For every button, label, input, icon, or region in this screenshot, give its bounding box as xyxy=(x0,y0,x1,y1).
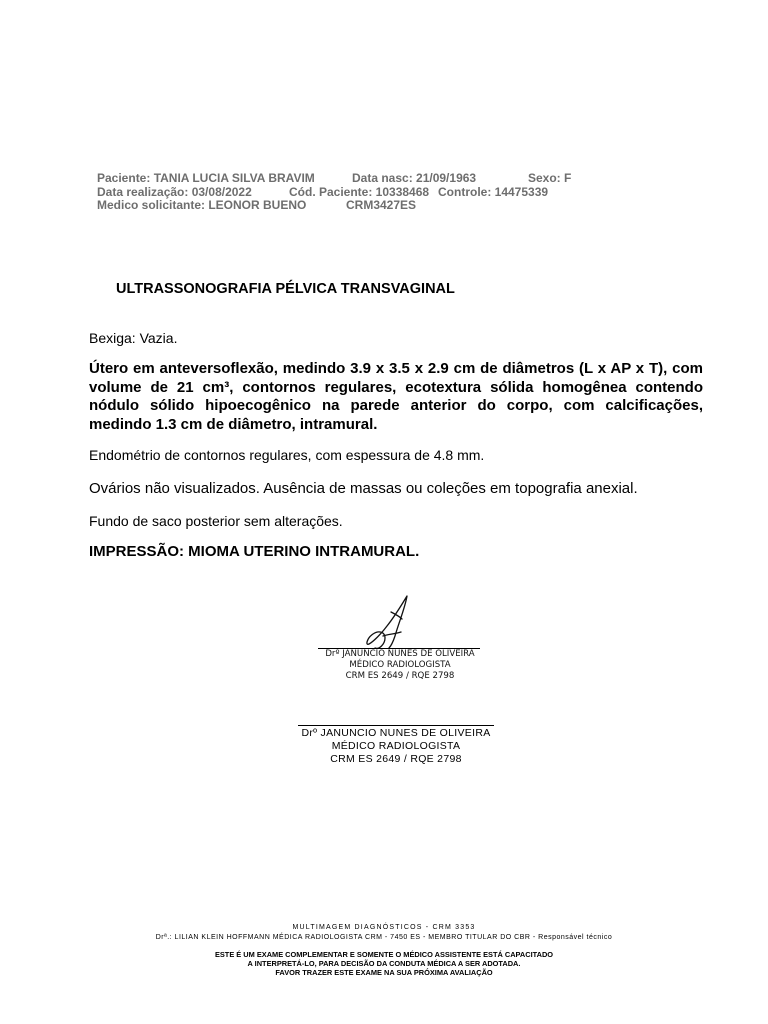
signature-doctor-crm: CRM ES 2649 / RQE 2798 xyxy=(330,753,462,765)
signature-doctor-role: MÉDICO RADIOLOGISTA xyxy=(331,740,461,752)
footer-clinic: MULTIMAGEM DIAGNÓSTICOS - CRM 3353 xyxy=(292,924,476,931)
endometrium-finding: Endométrio de contornos regulares, com espessura de 4.8 mm. xyxy=(89,447,485,463)
bladder-finding: Bexiga: Vazia. xyxy=(89,330,178,346)
stamp-doctor-name: Drº JANUNCIO NUNES DE OLIVEIRA xyxy=(325,649,475,659)
footer-technical-responsible: Drª.: LILIAN KLEIN HOFFMANN MÉDICA RADIOLOGISTA CRM - 7450 ES - MEMBRO TITULAR DO CBR - Responsável técnico xyxy=(155,934,613,941)
impression: IMPRESSÃO: MIOMA UTERINO INTRAMURAL. xyxy=(89,543,420,560)
uterus-finding: Útero em anteversoflexão, medindo 3.9 x 3.5 x 2.9 cm de diâmetros (L x AP x T), com volume de 21 cm³, contornos regulares, ecotextura sólida homogênea contendo nódulo sólido hipoecogênico na parede anterior do corpo, com calcificações, medindo 1.3 cm de diâmetro, intramural. xyxy=(89,360,703,433)
report-title: ULTRASSONOGRAFIA PÉLVICA TRANSVAGINAL xyxy=(116,281,455,297)
requesting-doctor: Medico solicitante: LEONOR BUENO xyxy=(97,198,307,212)
footer-notice-1: ESTE É UM EXAME COMPLEMENTAR E SOMENTE O MÉDICO ASSISTENTE ESTÁ CAPACITADO xyxy=(214,950,554,959)
signature-doctor-name: Drº JANUNCIO NUNES DE OLIVEIRA xyxy=(301,727,491,739)
ovaries-finding: Ovários não visualizados. Ausência de massas ou coleções em topografia anexial. xyxy=(89,480,638,497)
patient-code: Cód. Paciente: 10338468 xyxy=(289,185,430,199)
control-number: Controle: 14475339 xyxy=(438,185,549,199)
footer-notice-3: FAVOR TRAZER ESTE EXAME NA SUA PRÓXIMA AVALIAÇÃO xyxy=(275,968,493,977)
stamp-doctor-crm: CRM ES 2649 / RQE 2798 xyxy=(345,671,455,681)
stamp-doctor-role: MÉDICO RADIOLOGISTA xyxy=(349,660,451,670)
footer-notice-2: A INTERPRETÁ-LO, PARA DECISÃO DA CONDUTA MÉDICA A SER ADOTADA. xyxy=(247,959,521,968)
requesting-doctor-crm: CRM3427ES xyxy=(346,198,417,212)
patient-name: Paciente: TANIA LUCIA SILVA BRAVIM xyxy=(97,171,315,185)
handwritten-signature xyxy=(355,592,425,654)
signature-line xyxy=(298,725,494,726)
exam-date: Data realização: 03/08/2022 xyxy=(97,185,252,199)
birth-date: Data nasc: 21/09/1963 xyxy=(352,171,477,185)
patient-sex: Sexo: F xyxy=(528,171,572,185)
posterior-fornix-finding: Fundo de saco posterior sem alterações. xyxy=(89,513,343,529)
